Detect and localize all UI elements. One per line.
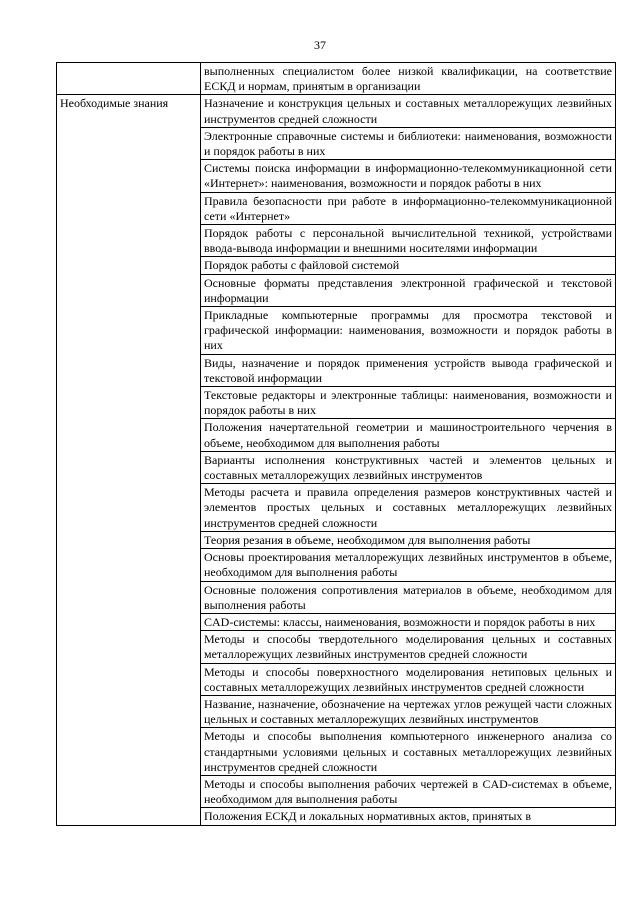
knowledge-item: Основные положения сопротивления материалов в объеме, необходимом для выполнения работы	[201, 581, 616, 613]
knowledge-table	[56, 62, 616, 826]
knowledge-item: Методы и способы выполнения компьютерного инженерного анализа со стандартными условиями цельных и составных металлорежущих лезвийных инструментов средней сложности	[201, 728, 616, 776]
knowledge-item: Виды, назначение и порядок применения устройств вывода графической и текстовой информации	[201, 354, 616, 386]
knowledge-item: Варианты исполнения конструктивных частей и элементов цельных и составных металлорежущих лезвийных инструментов	[201, 451, 616, 483]
knowledge-item: Методы и способы поверхностного моделирования нетиповых цельных и составных металлорежущих лезвийных инструментов средней сложности	[201, 663, 616, 695]
section-label: Необходимые знания	[57, 95, 201, 825]
table-row-continuation	[57, 63, 616, 95]
table-row	[57, 95, 616, 127]
knowledge-item: CAD-системы: классы, наименования, возможности и порядок работы в них	[201, 613, 616, 630]
knowledge-item: Основы проектирования металлорежущих лезвийных инструментов в объеме, необходимом для выполнения работы	[201, 549, 616, 581]
knowledge-item: Текстовые редакторы и электронные таблицы: наименования, возможности и порядок работы в них	[201, 387, 616, 419]
knowledge-item: Порядок работы с персональной вычислительной техникой, устройствами ввода-вывода информации и внешними носителями информации	[201, 225, 616, 257]
knowledge-item: Порядок работы с файловой системой	[201, 257, 616, 274]
knowledge-item: Основные форматы представления электронной графической и текстовой информации	[201, 274, 616, 306]
knowledge-item: Методы расчета и правила определения размеров конструктивных частей и элементов простых цельных и составных металлорежущих лезвийных инструментов средней сложности	[201, 484, 616, 532]
knowledge-item: Положения ЕСКД и локальных нормативных актов, принятых в	[201, 808, 616, 825]
knowledge-item: Методы и способы выполнения рабочих чертежей в CAD-системах в объеме, необходимом для выполнения работы	[201, 775, 616, 807]
knowledge-item: Название, назначение, обозначение на чертежах углов режущей части сложных цельных и составных металлорежущих лезвийных инструментов	[201, 695, 616, 727]
knowledge-item: Электронные справочные системы и библиотеки: наименования, возможности и порядок работы в них	[201, 127, 616, 159]
knowledge-item: Правила безопасности при работе в информационно-телекоммуникационной сети «Интернет»	[201, 192, 616, 224]
knowledge-item: Теория резания в объеме, необходимом для выполнения работы	[201, 531, 616, 548]
knowledge-item: Положения начертательной геометрии и машиностроительного черчения в объеме, необходимом для выполнения работы	[201, 419, 616, 451]
knowledge-item: Назначение и конструкция цельных и составных металлорежущих лезвийных инструментов средней сложности	[201, 95, 616, 127]
empty-label-cell	[57, 63, 201, 95]
continuation-text: выполненных специалистом более низкой квалификации, на соответствие ЕСКД и нормам, принятым в организации	[201, 63, 616, 95]
knowledge-item: Прикладные компьютерные программы для просмотра текстовой и графической информации: наименования, возможности и порядок работы в них	[201, 307, 616, 355]
knowledge-item: Системы поиска информации в информационно-телекоммуникационной сети «Интернет»: наименования, возможности и порядок работы в них	[201, 160, 616, 192]
knowledge-item: Методы и способы твердотельного моделирования цельных и составных металлорежущих лезвийных инструментов средней сложности	[201, 631, 616, 663]
page-number: 37	[314, 38, 326, 52]
